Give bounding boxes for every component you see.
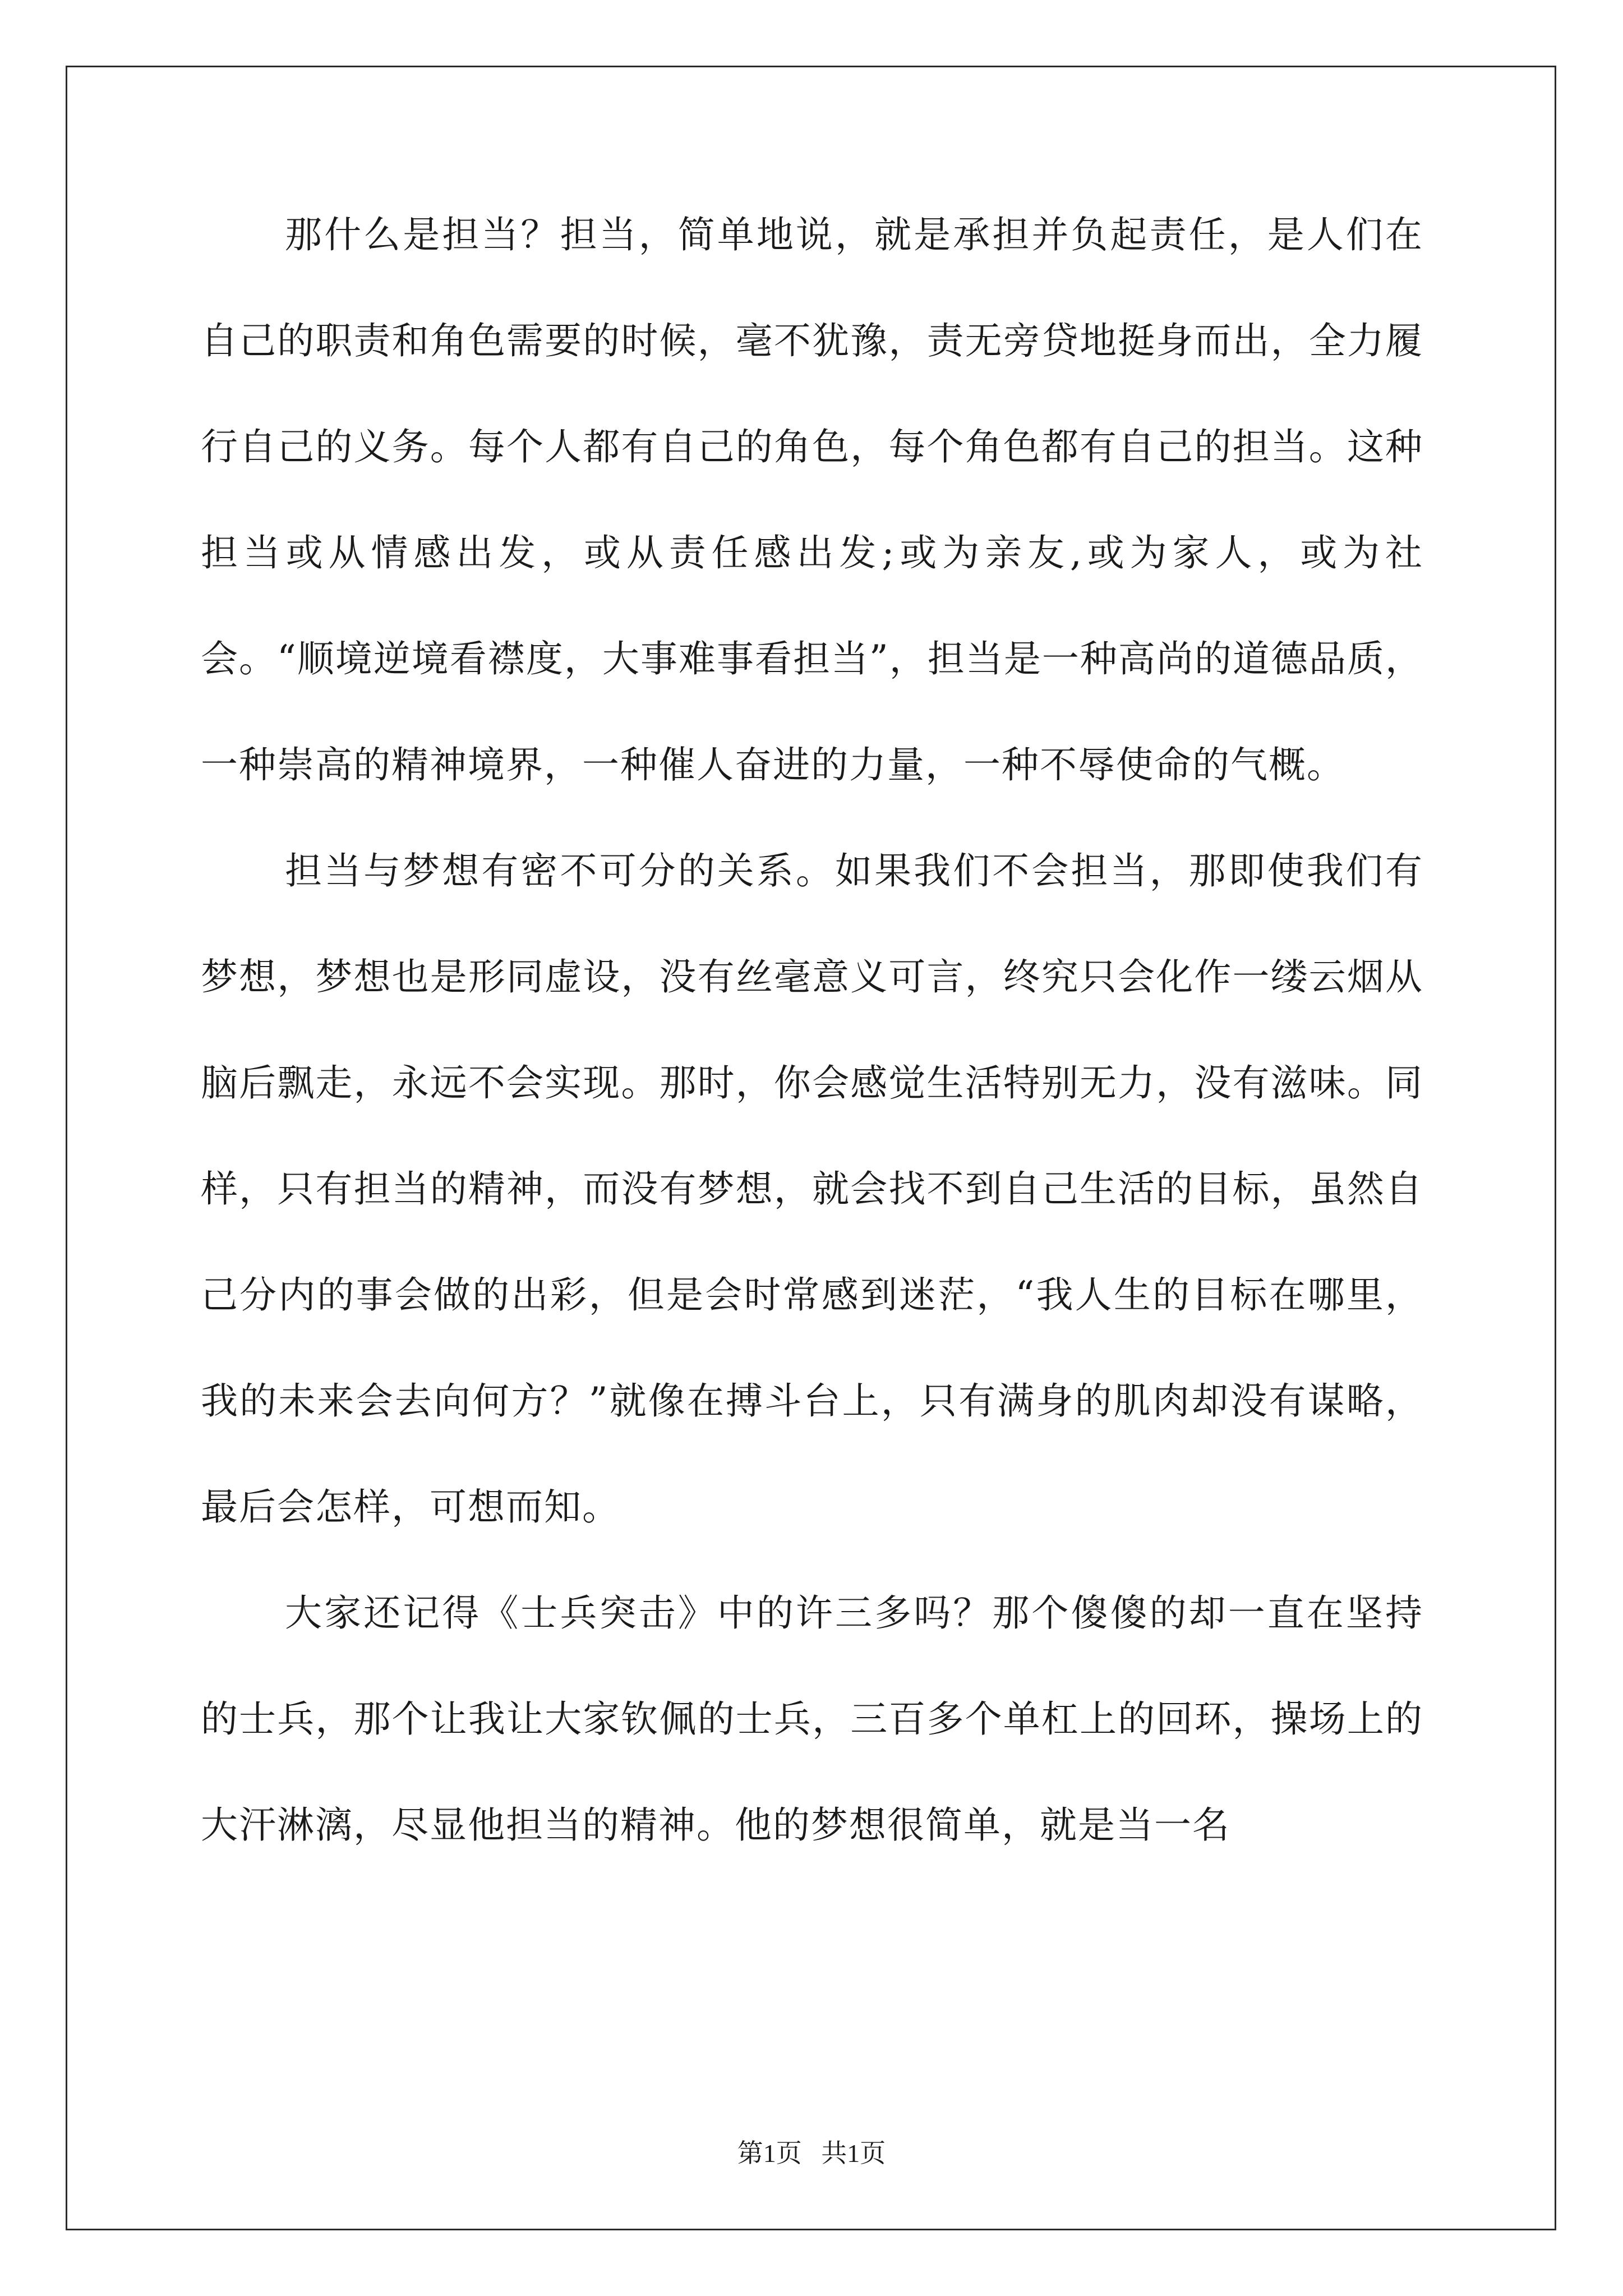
paragraph-2: 担当与梦想有密不可分的关系。如果我们不会担当，那即使我们有梦想，梦想也是形同虚设，没有丝毫意义可言，终究只会化作一缕云烟从脑后飘走，永远不会实现。那时，你会感觉生活特别无力，没有滋味。同样，只有担当的精神，而没有梦想，就会找不到自己生活的目标，虽然自己分内的事会做的出彩，但是会时常感到迷茫，“我人生的目标在哪里，我的未来会去向何方？”就像在搏斗台上，只有满身的肌肉却没有谋略，最后会怎样，可想而知。: [201, 849, 1423, 1529]
paragraph-3: 大家还记得《士兵突击》中的许三多吗？那个傻傻的却一直在坚持的士兵，那个让我让大家钦佩的士兵，三百多个单杠上的回环，操场上的大汗淋漓，尽显他担当的精神。他的梦想很简单，就是当一名: [201, 1591, 1423, 1847]
document-body: [201, 213, 1423, 1878]
paragraph-1: 那什么是担当？担当，简单地说，就是承担并负起责任，是人们在自己的职责和角色需要的时候，毫不犹豫，责无旁贷地挺身而出，全力履行自己的义务。每个人都有自己的角色，每个角色都有自己的担当。这种担当或从情感出发，或从责任感出发;或为亲友,或为家人，或为社会。“顺境逆境看襟度，大事难事看担当”，担当是一种高尚的道德品质，一种崇高的精神境界，一种催人奋进的力量，一种不辱使命的气概。: [201, 213, 1423, 786]
page-number-footer: 第1页 共1页: [737, 2139, 886, 2168]
